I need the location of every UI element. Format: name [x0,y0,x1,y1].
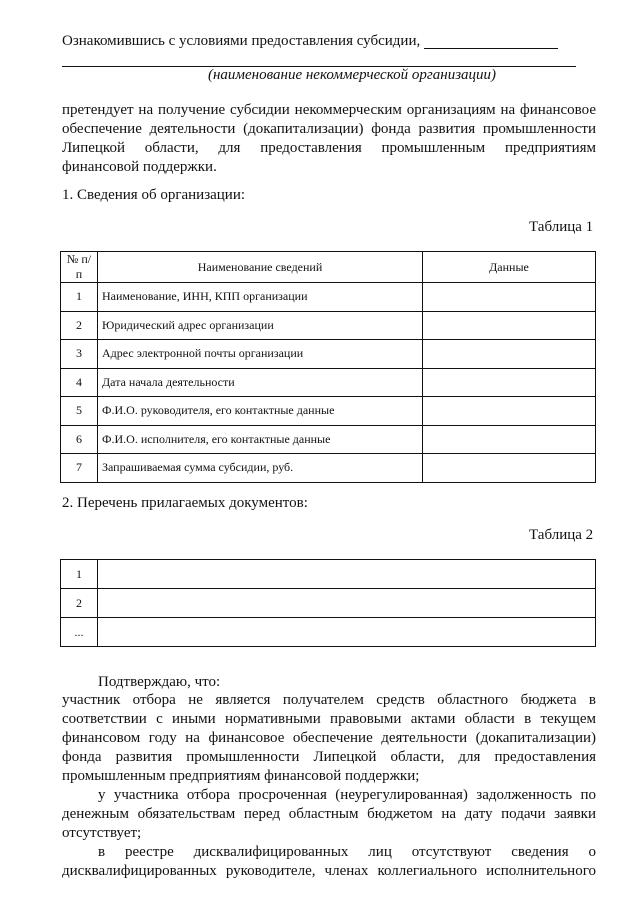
paragraph-line: дисквалифицированных руководителе, членах коллегиального исполнительного [62,863,596,879]
row-data-field[interactable] [423,397,596,426]
header-name: Наименование сведений [98,252,423,283]
confirm-heading: Подтверждаю, что: [98,674,221,690]
paragraph-line: у участника отбора просроченная (неурегулированная) задолженность по [98,787,596,803]
paragraph-line: отсутствует; [62,825,142,841]
intro-text: Ознакомившись с условиями предоставления субсидии, [62,33,421,49]
row-name: Дата начала деятельности [98,368,423,397]
paragraph-line: в реестре дисквалифицированных лиц отсутствуют сведения о [98,844,596,860]
table-row [61,368,596,397]
paragraph-line: финансовой поддержки. [62,159,217,175]
organization-info-table [60,251,596,483]
row-name: Ф.И.О. руководителя, его контактные данные [98,397,423,426]
table-row [61,560,596,589]
table-1-label: Таблица 1 [529,219,594,235]
row-num: 2 [61,311,98,340]
document-field[interactable] [98,618,596,647]
table-row [61,618,596,647]
row-num: 5 [61,397,98,426]
row-num: 1 [61,560,98,589]
org-name-blank-1 [424,48,558,49]
row-num: ... [61,618,98,647]
row-data-field[interactable] [423,368,596,397]
row-name: Юридический адрес организации [98,311,423,340]
section-2-title: 2. Перечень прилагаемых документов: [62,495,308,511]
row-data-field[interactable] [423,311,596,340]
attached-documents-table [60,559,596,647]
table-row [61,454,596,483]
table-row [61,425,596,454]
row-name: Адрес электронной почты организации [98,340,423,369]
table-2-label: Таблица 2 [529,527,594,543]
row-data-field[interactable] [423,340,596,369]
row-name: Запрашиваемая сумма субсидии, руб. [98,454,423,483]
table-row [61,397,596,426]
table-row [61,589,596,618]
table-row [61,340,596,369]
paragraph-line: финансовом году на финансовое обеспечение деятельности (докапитализации) [62,730,596,746]
paragraph-line: денежным обязательствам перед областным бюджетом на дату подачи заявки [62,806,596,822]
document-field[interactable] [98,589,596,618]
header-num: № п/п [61,252,98,283]
row-data-field[interactable] [423,425,596,454]
paragraph-line: Липецкой области, для предоставления промышленным предприятиям [62,140,596,156]
row-data-field[interactable] [423,283,596,312]
paragraph-line: промышленным предприятиям финансовой поддержки; [62,768,420,784]
header-data: Данные [423,252,596,283]
row-name: Ф.И.О. исполнителя, его контактные данные [98,425,423,454]
row-num: 7 [61,454,98,483]
row-num: 2 [61,589,98,618]
row-num: 6 [61,425,98,454]
row-num: 3 [61,340,98,369]
row-name: Наименование, ИНН, КПП организации [98,283,423,312]
section-1-title: 1. Сведения об организации: [62,187,246,203]
document-field[interactable] [98,560,596,589]
row-data-field[interactable] [423,454,596,483]
paragraph-line: соответствии с иными нормативными правовыми актами области в текущем [62,711,596,727]
paragraph-line: претендует на получение субсидии некоммерческим организациям на финансовое [62,102,596,118]
table-header-row [61,252,596,283]
row-num: 4 [61,368,98,397]
paragraph-line: участник отбора не является получателем средств областного бюджета в [62,692,596,708]
row-num: 1 [61,283,98,312]
paragraph-line: фонда развития промышленности Липецкой области, для предоставления [62,749,596,765]
table-row [61,311,596,340]
org-name-caption: (наименование некоммерческой организации) [208,67,497,83]
paragraph-line: обеспечение деятельности (докапитализации) фонда развития промышленности [62,121,596,137]
table-row [61,283,596,312]
